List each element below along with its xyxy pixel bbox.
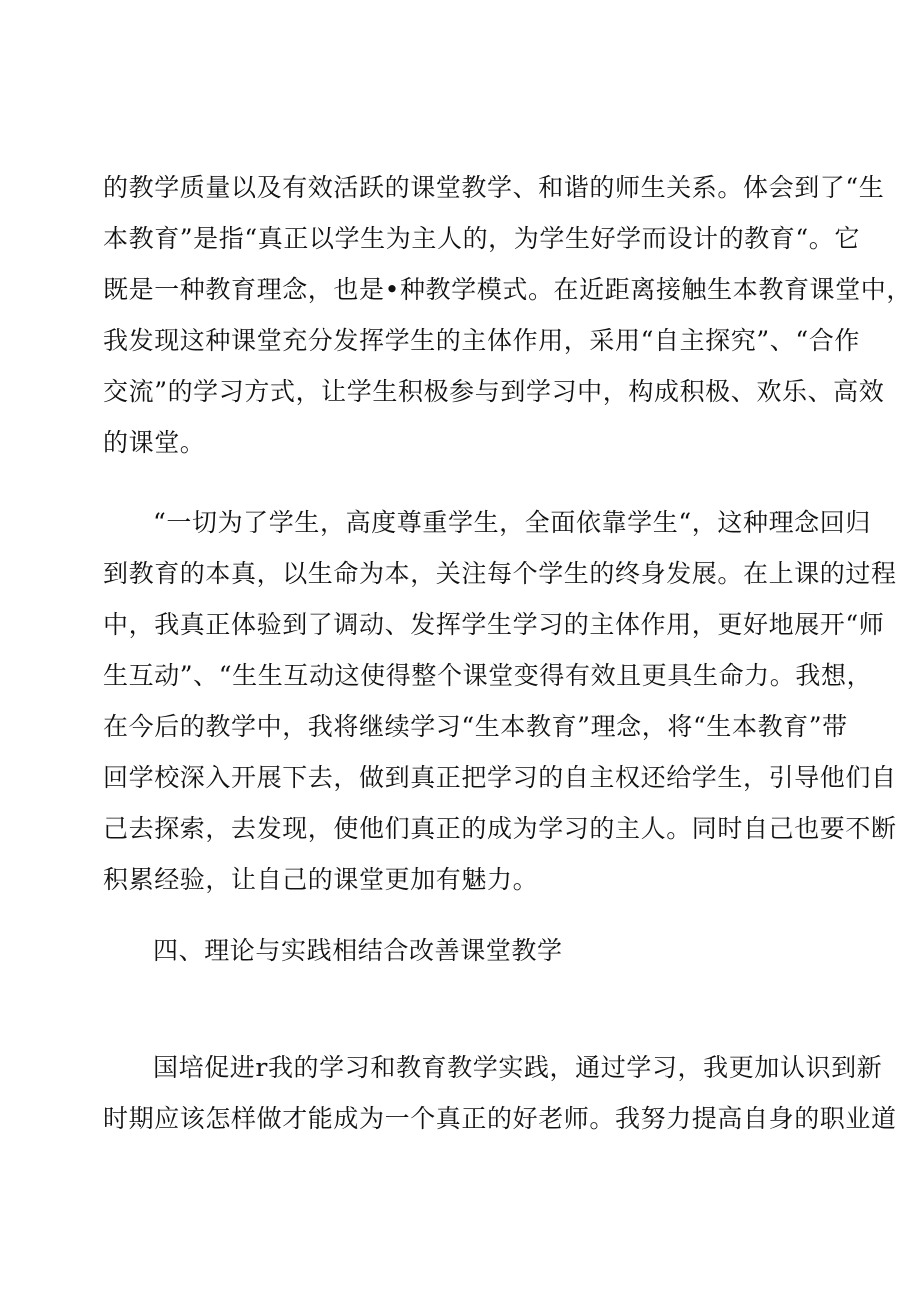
text-line: “一切为了学生，高度尊重学生，全面依靠学生“，这种理念回归 <box>153 508 871 537</box>
paragraph-1 <box>103 162 912 468</box>
text-line: 的教学质量以及有效活跃的课堂教学、和谐的师生关系。体会到了“生 <box>103 173 885 202</box>
text-line: 积累经验，让自己的课堂更加有魅力。 <box>103 865 539 894</box>
text-line: 本教育”是指“真正以学生为主人的，为学生好学而设计的教育“。它 <box>103 224 860 253</box>
text-line: 生互动”、“生生互动这使得整个课堂变得有效且更具生命力。我想， <box>103 661 873 690</box>
text-line: 的课堂。 <box>103 428 206 457</box>
text-line: 既是一种教育理念，也是•种教学模式。在近距离接触生本教育课堂中， <box>103 275 912 304</box>
paragraph-3 <box>103 1042 897 1144</box>
section-heading <box>103 925 825 976</box>
text-line: 我发现这种课堂充分发挥学生的主体作用，采用“自主探究”、“合作 <box>103 326 860 355</box>
text-line: 到教育的本真，以生命为本，关注每个学生的终身发展。在上课的过程 <box>103 559 897 588</box>
text-line: 时期应该怎样做才能成为一个真正的好老师。我努力提高自身的职业道 <box>103 1104 897 1133</box>
text-line: 在今后的教学中，我将继续学习“生本教育”理念，将“生本教育”带 <box>103 712 848 741</box>
text-line: 己去探索，去发现，使他们真正的成为学习的主人。同时自己也要不断 <box>103 814 897 843</box>
text-line: 中，我真正体验到了调动、发挥学生学习的主体作用，更好地展开“师 <box>103 610 885 639</box>
text-line: 回学校深入开展下去，做到真正把学习的自主权还给学生，引导他们自 <box>103 763 897 792</box>
paragraph-2 <box>103 497 897 905</box>
text-line: 国培促进r我的学习和教育教学实践，通过学习，我更加认识到新 <box>153 1053 883 1082</box>
text-line: 交流”的学习方式，让学生积极参与到学习中，构成积极、欢乐、高效 <box>103 377 885 406</box>
section-heading-text: 四、理论与实践相结合改善课堂教学 <box>153 936 563 965</box>
